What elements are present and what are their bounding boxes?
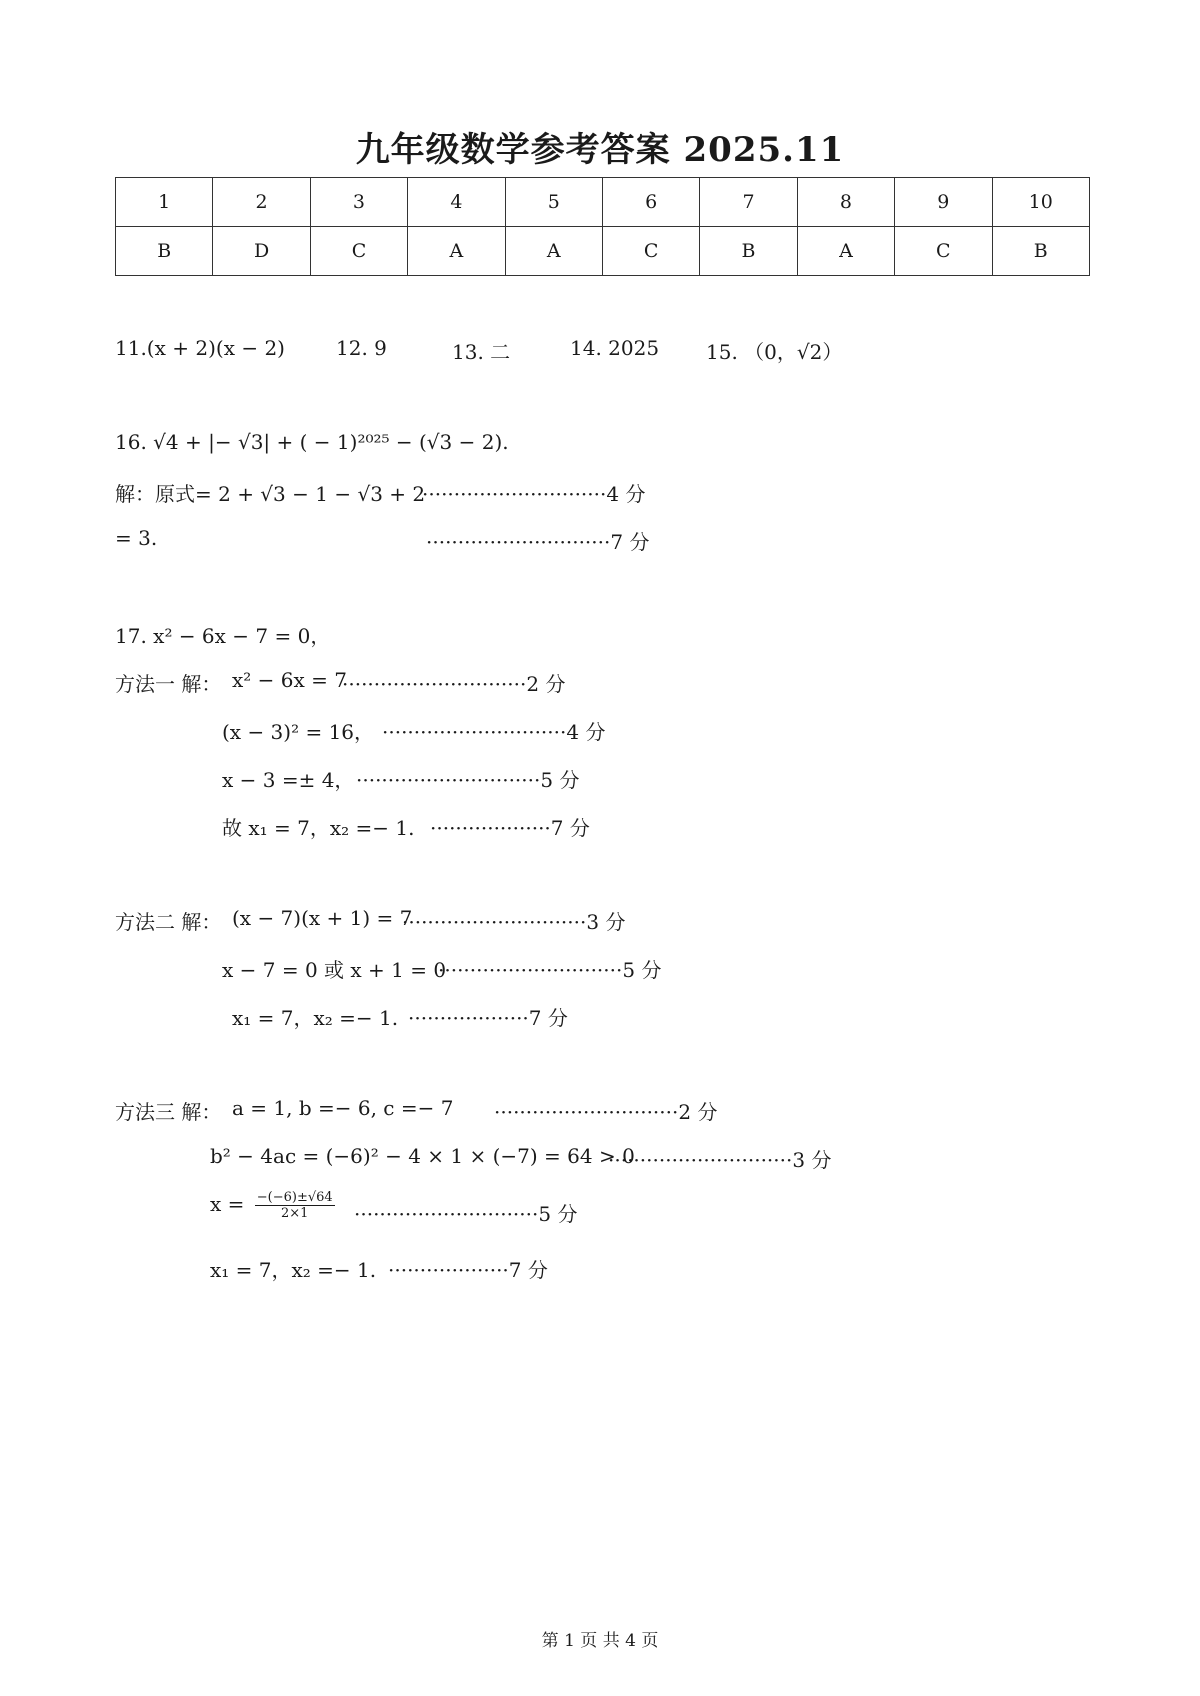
q17-method3-line2: b² − 4ac = (−6)² − 4 × 1 × (−7) = 64 > 0 — [210, 1144, 635, 1168]
q17-method1-line2: (x − 3)² = 16， — [222, 720, 375, 744]
q17-method3-line1-score: ·····························2 分 — [494, 1100, 718, 1124]
fraction-denominator: 2×1 — [281, 1206, 309, 1221]
page-footer: 第 1 页 共 4 页 — [541, 1631, 659, 1651]
q17-method2-line3: x₁ = 7，x₂ =− 1. — [232, 1006, 399, 1030]
question-number-cell: 4 — [408, 178, 505, 227]
q16-step1: 解：原式= 2 + √3 − 1 − √3 + 2 — [115, 482, 426, 506]
q17-problem: 17. x² − 6x − 7 = 0， — [115, 624, 331, 648]
q16-step2: = 3. — [115, 526, 158, 550]
answer-table — [115, 177, 1090, 276]
question-number-cell: 3 — [310, 178, 407, 227]
q17-method1-line4: 故 x₁ = 7，x₂ =− 1. — [222, 816, 415, 840]
fraction-numerator: −(−6)±√64 — [256, 1190, 333, 1205]
q17-method2-line2: x − 7 = 0 或 x + 1 = 0 — [222, 958, 447, 982]
q17-method3-line1: a = 1, b =− 6, c =− 7 — [232, 1096, 454, 1120]
answer-table-answer-row — [116, 227, 1090, 276]
q17-method1-line2-score: ·····························4 分 — [382, 720, 606, 744]
q17-method3-label: 方法三 解： — [115, 1100, 222, 1124]
answer-cell: C — [310, 227, 407, 276]
answer-cell: A — [408, 227, 505, 276]
q17-method1-line3-score: ·····························5 分 — [356, 768, 580, 792]
answer-cell: B — [700, 227, 797, 276]
question-number-cell: 9 — [895, 178, 992, 227]
q17-method1-line3: x − 3 =± 4， — [222, 768, 355, 792]
answer-cell: A — [505, 227, 602, 276]
answer-q15: 15. （0，√2） — [706, 340, 843, 364]
q17-method1-line4-score: ···················7 分 — [430, 816, 590, 840]
answer-table-number-row — [116, 178, 1090, 227]
answer-cell: A — [797, 227, 894, 276]
q17-method2-label: 方法二 解： — [115, 910, 222, 934]
question-number-cell: 6 — [602, 178, 699, 227]
q17-method2-line1-score: ·····························3 分 — [402, 910, 626, 934]
q17-method3-line4: x₁ = 7，x₂ =− 1. — [210, 1258, 377, 1282]
question-number-cell: 1 — [116, 178, 213, 227]
q16-step2-score: ·····························7 分 — [426, 530, 650, 554]
answer-cell: C — [602, 227, 699, 276]
q17-method2-line3-score: ···················7 分 — [408, 1006, 568, 1030]
q17-method3-line4-score: ···················7 分 — [388, 1258, 548, 1282]
q17-method1-label: 方法一 解： — [115, 672, 222, 696]
q17-method2-line1: (x − 7)(x + 1) = 7 — [232, 906, 413, 930]
answer-cell: D — [213, 227, 310, 276]
q17-method1-line1: x² − 6x = 7 — [232, 668, 347, 692]
page-title: 九年级数学参考答案 2025.11 — [355, 130, 845, 170]
answer-q13: 13. 二 — [452, 340, 511, 364]
question-number-cell: 7 — [700, 178, 797, 227]
q17-method1-line1-score: ·····························2 分 — [342, 672, 566, 696]
q16-step1-score: ·····························4 分 — [422, 482, 646, 506]
q17-method3-line3 — [210, 1190, 339, 1221]
question-number-cell: 2 — [213, 178, 310, 227]
answer-cell: B — [116, 227, 213, 276]
answer-q14: 14. 2025 — [570, 336, 660, 360]
q17-method3-line3-prefix: x = — [210, 1192, 245, 1216]
q17-method3-line3-score: ·····························5 分 — [354, 1202, 578, 1226]
answer-q12: 12. 9 — [336, 336, 387, 360]
answer-q11: 11.(x + 2)(x − 2) — [115, 336, 285, 360]
q16-problem: 16. √4 + |− √3| + ( − 1)²⁰²⁵ − (√3 − 2). — [115, 430, 509, 454]
question-number-cell: 10 — [992, 178, 1089, 227]
answer-cell: B — [992, 227, 1089, 276]
answer-cell: C — [895, 227, 992, 276]
question-number-cell: 5 — [505, 178, 602, 227]
question-number-cell: 8 — [797, 178, 894, 227]
q17-method2-line2-score: ·····························5 分 — [438, 958, 662, 982]
q17-method3-line2-score: ·····························3 分 — [608, 1148, 832, 1172]
fraction — [255, 1190, 335, 1221]
